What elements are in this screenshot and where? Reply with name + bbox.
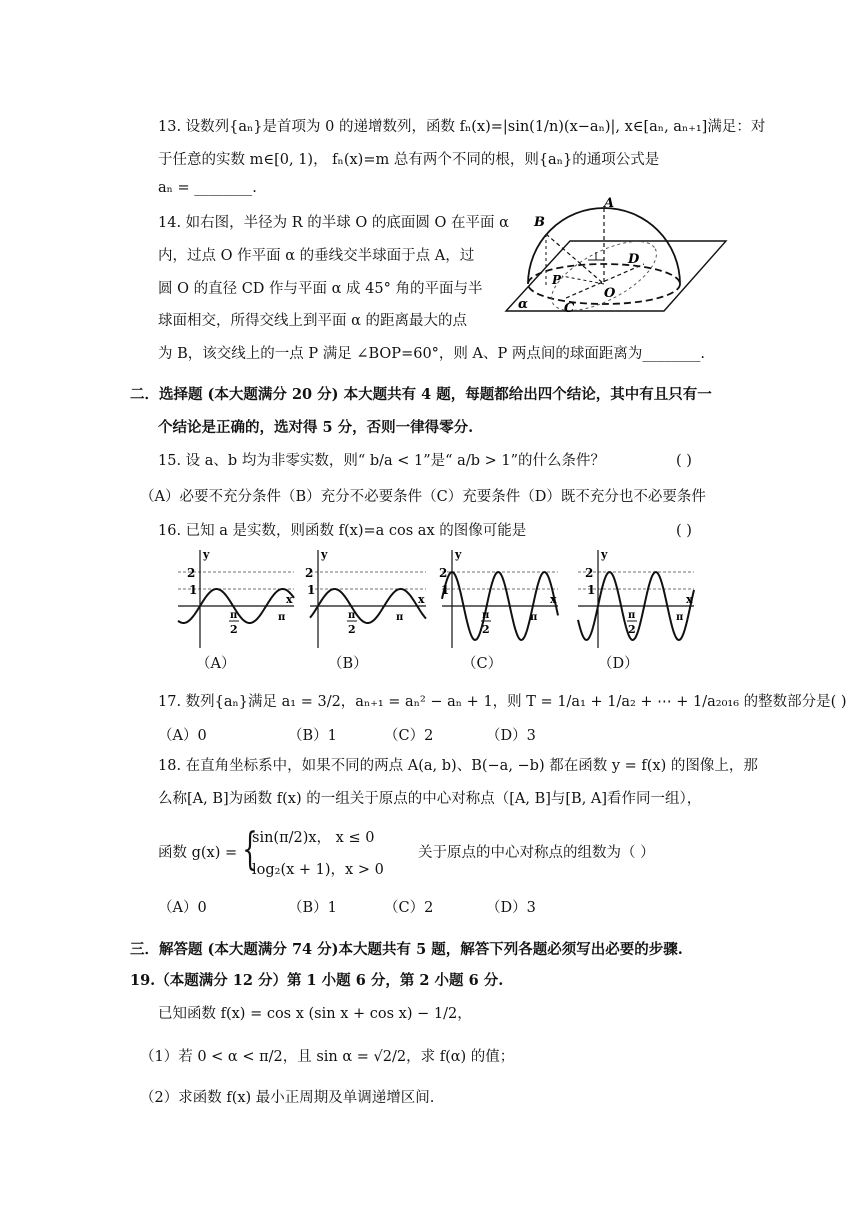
tick-pi-half-den: 2: [348, 623, 356, 636]
tick-pi-half-num: π: [628, 610, 636, 621]
q14-line-4: 球面相交，所得交线上到平面 α 的距离最大的点: [158, 313, 468, 329]
x-axis-label: x: [550, 593, 557, 606]
section-2-line-1: 二．选择题 (本大题满分 20 分) 本大题共有 4 题，每题都给出四个结论，其中有且只有一: [130, 386, 712, 403]
y-axis-label: y: [203, 548, 210, 561]
q18-opt-b: （B）1: [288, 900, 337, 916]
tick-pi-half-num: π: [230, 610, 238, 621]
q18-opt-c: （C）2: [384, 900, 434, 916]
tick-1: 1: [587, 583, 596, 597]
q18-brace: {: [242, 824, 258, 875]
tick-1: 1: [189, 583, 198, 597]
section-2-line-2: 个结论是正确的，选对得 5 分，否则一律得零分.: [158, 419, 474, 436]
q16-answer-paren: ( ): [676, 523, 692, 539]
fig-label-b: B: [534, 215, 545, 230]
tick-2: 2: [585, 566, 594, 580]
q18-opt-d: （D）3: [486, 900, 536, 916]
q18-case-1: sin(π/2)x， x ≤ 0: [252, 830, 375, 846]
q14-line-3: 圆 O 的直径 CD 作与平面 α 成 45° 角的平面与半: [158, 281, 483, 297]
q17-stem: 17. 数列{aₙ}满足 a₁ = 3/2，aₙ₊₁ = aₙ² − aₙ + 1，则 T = 1/a₁ + 1/a₂ + ⋯ + 1/a₂₀₁₆ 的整数部分是( ): [158, 694, 847, 710]
tick-1: 1: [441, 583, 450, 597]
q14-line-1: 14. 如右图，半径为 R 的半球 O 的底面圆 O 在平面 α: [158, 215, 509, 231]
q14-line-5: 为 B，该交线上的一点 P 满足 ∠BOP=60°，则 A、P 两点间的球面距离为________.: [158, 346, 705, 362]
q13-line-2: 于任意的实数 m∈[0, 1)， fₙ(x)=m 总有两个不同的根，则{aₙ}的通项公式是: [158, 152, 660, 168]
q18-case-2: log₂(x + 1)，x > 0: [252, 862, 384, 878]
q13-line-1: 13. 设数列{aₙ}是首项为 0 的递增数列，函数 fₙ(x)=|sin(1/n)(x−aₙ)|, x∈[aₙ, aₙ₊₁]满足：对: [158, 119, 766, 135]
q19-given: 已知函数 f(x) = cos x (sin x + cos x) − 1/2，: [158, 1006, 472, 1022]
x-axis-label: x: [286, 593, 293, 606]
hemisphere-figure: [500, 196, 732, 324]
tick-1: 1: [307, 583, 316, 597]
q16-label-d: （D）: [598, 656, 639, 672]
q19-heading: 19.（本题满分 12 分）第 1 小题 6 分，第 2 小题 6 分.: [130, 972, 504, 989]
y-axis-label: y: [601, 548, 608, 561]
y-axis-label: y: [455, 548, 462, 561]
graph-c: [439, 548, 560, 652]
fig-label-p: P: [552, 273, 562, 287]
tick-2: 2: [187, 566, 196, 580]
tick-pi: π: [278, 612, 286, 623]
tick-pi-half-num: π: [348, 610, 356, 621]
q15-stem: 15. 设 a、b 均为非零实数，则“ b/a < 1”是“ a/b > 1”的什么条件？: [158, 453, 605, 469]
q17-opt-a: （A）0: [158, 728, 207, 744]
tick-pi: π: [396, 612, 404, 623]
tick-pi-half-den: 2: [230, 623, 238, 636]
q18-func-suffix: 关于原点的中心对称点的组数为（ ）: [418, 845, 655, 861]
graph-d: [578, 548, 696, 652]
tick-pi: π: [676, 612, 684, 623]
x-axis-label: x: [686, 593, 693, 606]
q18-opt-a: （A）0: [158, 900, 207, 916]
y-axis-label: y: [321, 548, 328, 561]
q19-part-2: （2）求函数 f(x) 最小正周期及单调递增区间.: [140, 1090, 435, 1106]
q18-line-2: 么称[A, B]为函数 f(x) 的一组关于原点的中心对称点（[A, B]与[B, A]看作同一组），: [158, 791, 702, 807]
fig-label-alpha: α: [518, 297, 529, 312]
q18-line-1: 18. 在直角坐标系中，如果不同的两点 A(a, b)、B(−a, −b) 都在函数 y = f(x) 的图像上，那: [158, 758, 758, 774]
q15-options: （A）必要不充分条件（B）充分不必要条件（C）充要条件（D）既不充分也不必要条件: [140, 489, 706, 505]
q17-opt-d: （D）3: [486, 728, 536, 744]
q16-stem: 16. 已知 a 是实数，则函数 f(x)=a cos ax 的图像可能是: [158, 523, 527, 539]
x-axis-label: x: [418, 593, 425, 606]
tick-pi: π: [530, 612, 538, 623]
q18-func-prefix: 函数 g(x) =: [158, 845, 238, 861]
tick-2: 2: [305, 566, 314, 580]
tick-pi-half-den: 2: [628, 623, 636, 636]
graph-b: [305, 548, 428, 652]
q13-line-3: aₙ = ________.: [158, 180, 257, 196]
q14-line-2: 内，过点 O 作平面 α 的垂线交半球面于点 A，过: [158, 248, 475, 264]
tick-pi-half-num: π: [482, 610, 490, 621]
tick-pi-half-den: 2: [482, 623, 490, 636]
fig-label-d: D: [628, 252, 640, 267]
fig-label-a: A: [604, 196, 615, 211]
q19-part-1: （1）若 0 < α < π/2，且 sin α = √2/2，求 f(α) 的值；: [140, 1049, 515, 1065]
fig-label-c: C: [564, 301, 575, 316]
section-3-heading: 三．解答题 (本大题满分 74 分)本大题共有 5 题，解答下列各题必须写出必要的步骤.: [130, 941, 683, 958]
q17-opt-b: （B）1: [288, 728, 337, 744]
tick-2: 2: [439, 566, 448, 580]
q17-opt-c: （C）2: [384, 728, 434, 744]
q16-label-c: （C）: [462, 656, 503, 672]
q15-answer-paren: ( ): [676, 453, 692, 469]
graph-a: [178, 548, 296, 652]
q16-label-a: （A）: [196, 656, 236, 672]
fig-label-o: O: [604, 286, 616, 301]
q16-label-b: （B）: [328, 656, 368, 672]
